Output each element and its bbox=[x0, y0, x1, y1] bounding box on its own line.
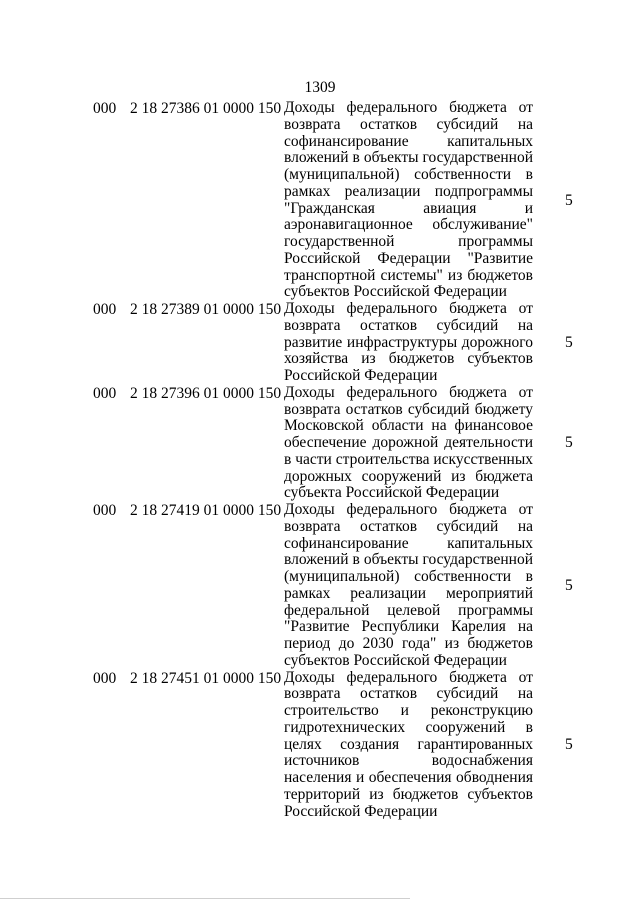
allocation-standard: 5 bbox=[565, 191, 573, 209]
table-row bbox=[0, 502, 640, 670]
allocation-standard: 5 bbox=[565, 735, 573, 753]
administrator-code: 000 bbox=[93, 301, 117, 318]
table-row bbox=[0, 385, 640, 502]
allocation-standard: 5 bbox=[565, 434, 573, 452]
revenue-description: Доходы федерального бюджета от возврата остатков субсидий на строительство и реконструкцию гидротехнических сооружений в целях создания гарантированных источников водоснабжения населения и обеспечения обводнения территорий из бюджетов субъектов Российской Федерации bbox=[284, 668, 533, 820]
revenue-description: Доходы федерального бюджета от возврата остатков субсидий бюджету Московской области на финансовое обеспечение дорожной деятельности в части строительства искусственных дорожных сооружений из бюджета субъекта Российской Федерации bbox=[284, 383, 533, 502]
revenue-description: Доходы федерального бюджета от возврата остатков субсидий на софинансирование капитальных вложений в объекты государственной (муниципальной) собственности в рамках реализации подпрограммы "Гражданская авиация и аэронавигационное обслуживание" государственной программы Российской Федерации "Развитие транспортной системы" из бюджетов субъектов Российской Федерации bbox=[284, 99, 533, 301]
budget-classification-code: 2 18 27451 01 0000 150 bbox=[130, 669, 282, 687]
administrator-code: 000 bbox=[93, 502, 117, 519]
allocation-standard: 5 bbox=[565, 333, 573, 351]
administrator-code: 000 bbox=[93, 384, 117, 402]
budget-classification-code: 2 18 27396 01 0000 150 bbox=[130, 384, 282, 402]
budget-classification-code: 2 18 27389 01 0000 150 bbox=[130, 301, 282, 318]
revenue-description: Доходы федерального бюджета от возврата остатков субсидий на софинансирование капитальных вложений в объекты государственной (муниципальной) собственности в рамках реализации мероприятий федеральной целевой программы "Развитие Республики Карелия на период до 2030 года" из бюджетов субъектов Российской Федерации bbox=[284, 501, 533, 669]
table-row bbox=[0, 301, 640, 385]
budget-classification-code: 2 18 27419 01 0000 150 bbox=[130, 502, 282, 519]
budget-classification-code: 2 18 27386 01 0000 150 bbox=[130, 100, 282, 117]
revenue-description: Доходы федерального бюджета от возврата остатков субсидий на развитие инфраструктуры дорожного хозяйства из бюджетов субъектов Российской Федерации bbox=[284, 300, 533, 384]
administrator-code: 000 bbox=[93, 100, 117, 117]
page-bottom-rule bbox=[0, 898, 410, 899]
administrator-code: 000 bbox=[93, 669, 117, 687]
table-row bbox=[0, 100, 640, 301]
revenue-code-table bbox=[0, 100, 640, 820]
allocation-standard: 5 bbox=[565, 576, 573, 594]
table-row bbox=[0, 670, 640, 821]
page-number: 1309 bbox=[304, 79, 336, 96]
